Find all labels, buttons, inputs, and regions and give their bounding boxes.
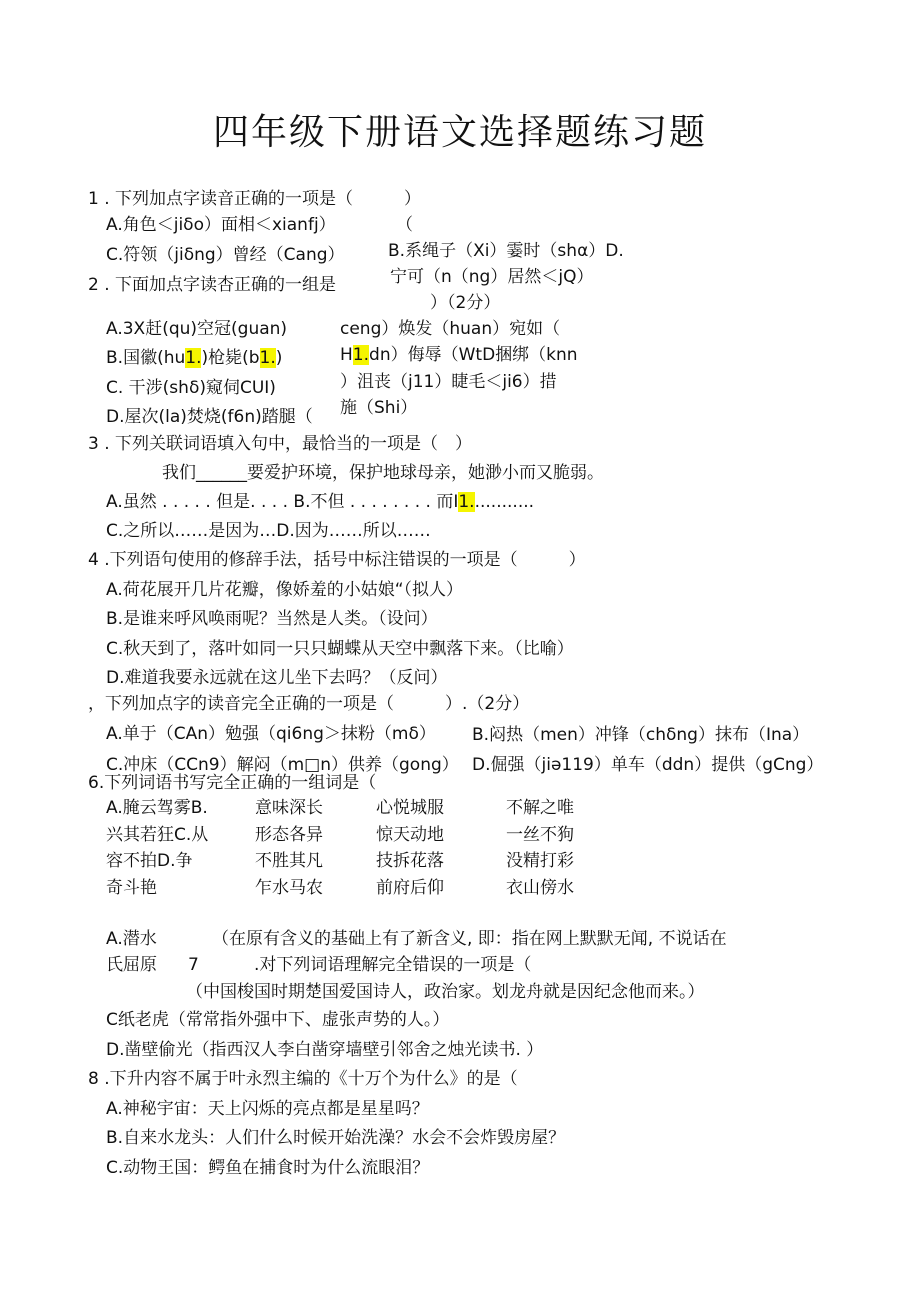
q4-option-d: D.难道我要永远就在这儿坐下去吗？（反问） [106, 668, 448, 688]
q1-option-d: 宁可（n（ng）居然＜jQ） [390, 267, 594, 287]
q7-stem: .对下列词语理解完全错误的一项是（ [254, 955, 532, 975]
q6-stem-clip [88, 773, 700, 794]
q5-option-d: D.倔强（jiə119）单车（ddn）提供（gCng） [472, 755, 824, 775]
q2-r2-part2: dn）侮辱（WtD捆绑（knn [369, 345, 578, 365]
q2-r2-part1: H [340, 345, 353, 365]
q4-option-b: B.是谁来呼风唤雨呢？当然是人类。（设问） [106, 609, 438, 629]
q6-cell: 兴其若狂C.从 [106, 825, 209, 845]
q2-b-highlight-1: 1. [185, 348, 202, 368]
q2-option-c: C. 干涉(shδ)窥伺CUI) [106, 378, 276, 398]
q1-option-c: C.符领（jiδng）曾经（Cang） [106, 245, 345, 265]
q6-cell: 技拆花落 [376, 851, 444, 871]
q6-cell: 一丝不狗 [506, 825, 574, 845]
page-title: 四年级下册语文选择题练习题 [212, 112, 707, 153]
q6-cell: 不胜其凡 [255, 851, 323, 871]
q7-option-a: A.潜水 [106, 929, 157, 949]
q1-paren: （ [396, 215, 413, 235]
q6-cell: 不解之唯 [506, 798, 574, 818]
q3-option-ab [106, 491, 534, 513]
q7-option-a-definition: （在原有含义的基础上有了新含义, 即：指在网上默默无闻, 不说话在 [212, 929, 727, 949]
q3-ab-part1: A.虽然 . . . . . 但是. . . . B.不但 . . . . . . . . 而I [106, 492, 459, 512]
q8-option-b: B.自来水龙头：人们什么时候开始洗澡？水会不会炸毁房屋？ [106, 1128, 566, 1148]
q2-b-part3: ) [275, 348, 283, 368]
q6-cell: 没精打彩 [506, 851, 574, 871]
q2-r2-highlight: 1. [352, 345, 370, 365]
q7-option-c: C纸老虎（常常指外强中下、虚张声势的人。） [106, 1010, 450, 1030]
q2-b-highlight-2: 1. [259, 348, 276, 368]
q7-option-d: D.凿壁偷光（指西汉人李白凿穿墙壁引邻舍之烛光读书. ） [106, 1040, 544, 1060]
q7-option-b: 氏屈原 [106, 955, 157, 975]
q6-cell: 乍水马农 [255, 878, 323, 898]
q6-cell: 容不拍D.争 [106, 851, 193, 871]
q5-cut-row [100, 750, 824, 775]
q6-cell: 惊天动地 [376, 825, 444, 845]
q2-option-a: A.3X赶(qu)空冠(guan) [106, 319, 288, 339]
q6-cell: 前府后仰 [376, 878, 444, 898]
q6-cell: 衣山傍水 [506, 878, 574, 898]
q2-score: ）（2分） [430, 293, 501, 313]
q4-option-a: A.荷花展开几片花瓣，像娇羞的小姑娘“（拟人） [106, 580, 464, 600]
q8-option-c: C.动物王国：鳄鱼在捕食时为什么流眼泪？ [106, 1158, 430, 1178]
q2-right-line-3: ）沮丧（j11）睫毛＜ji6）措 [340, 372, 557, 392]
q3-stem: 3 . 下列关联词语填入句中，最恰当的一项是（ ） [88, 434, 473, 454]
q6-cell: 意味深长 [255, 798, 323, 818]
q6-stem: 6.下列词语书写完全正确的一组词是（ [88, 773, 377, 793]
q5-option-c: C.冲床（CCn9）解闷（m□n）供养（gong） [106, 755, 459, 775]
q1-stem: 1 . 下列加点字读音正确的一项是（ ） [88, 189, 422, 209]
q2-stem: 2 . 下面加点字读杏正确的一组是 [88, 275, 337, 295]
q3-option-cd: C.之所以……是因为…D.因为……所以…… [106, 521, 431, 541]
q1-option-b: B.系绳子（Xi）霎时（shα）D. [388, 241, 624, 261]
q2-right-line-4: 施（Shi） [340, 398, 418, 418]
q5-option-a: A.单于（CAn）勉强（qi6ng＞抹粉（mδ） [106, 724, 436, 744]
q3-sentence: 我们______要爱护环境，保护地球母亲，她渺小而又脆弱。 [162, 463, 604, 483]
q5-stem: ，下列加点字的读音完全正确的一项是（ ）.（2分） [88, 694, 530, 714]
q7-option-b-definition: （中国梭国时期楚国爱国诗人，政治家。划龙舟就是因纪念他而来。） [186, 982, 705, 1002]
q6-cell: 心悦城服 [376, 798, 444, 818]
q3-ab-part2: ........... [474, 492, 535, 512]
q4-stem: 4 .下列语句使用的修辞手法，括号中标注错误的一项是（ ） [88, 550, 586, 570]
q3-ab-highlight: 1. [458, 492, 475, 512]
q7-number: 7 [188, 955, 199, 975]
q6-cell: 形态各异 [255, 825, 323, 845]
q2-option-d: D.屋次(la)焚烧(f6n)踏腿（ [106, 407, 313, 427]
q2-b-part2: )枪毙(b [201, 348, 260, 368]
q8-option-a: A.神秘宇宙：天上闪烁的亮点都是星星吗？ [106, 1099, 429, 1119]
q2-b-part1: B.国徽(hu [106, 348, 186, 368]
q6-cell: A.腌云驾雾B. [106, 798, 208, 818]
q6-cell: 奇斗艳 [106, 878, 157, 898]
q8-stem: 8 .下升内容不属于叶永烈主编的《十万个为什么》的是（ [88, 1069, 518, 1089]
q2-right-line-2 [340, 344, 578, 366]
q5-option-b: B.闷热（men）冲锋（chδng）抹布（Ina） [472, 725, 810, 745]
q1-option-a: A.角色＜jiδo）面相＜xianfj） [106, 215, 336, 235]
q2-option-b [106, 347, 282, 369]
q4-option-c: C.秋天到了，落叶如同一只只蝴蝶从天空中飘落下来。（比喻） [106, 639, 574, 659]
q2-right-line-1: ceng）焕发（huan）宛如（ [340, 319, 561, 339]
